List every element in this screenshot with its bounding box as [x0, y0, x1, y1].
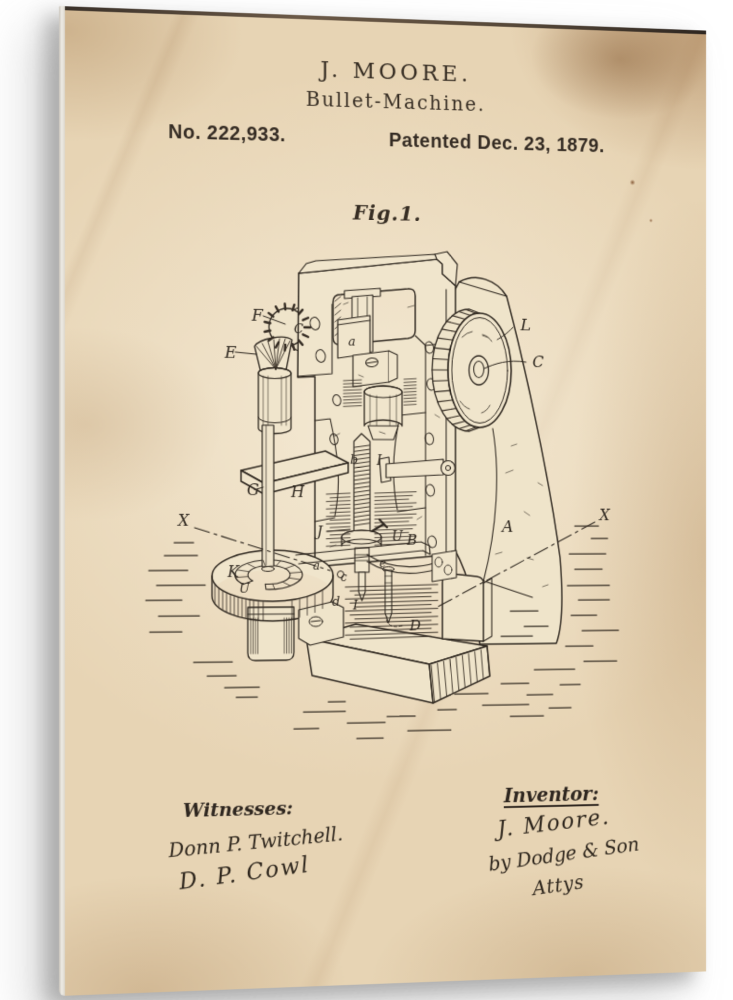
inventor-signature: J. Moore. [496, 804, 612, 843]
svg-text:d: d [332, 594, 340, 610]
canvas-print [59, 6, 706, 996]
parchment-paper [65, 10, 706, 996]
svg-text:D: D [409, 616, 421, 635]
attorney-title: Attys [531, 869, 586, 900]
svg-text:A: A [501, 516, 514, 536]
witness-signature-2: D. P. Cowl [178, 852, 312, 896]
invention-title: Bullet-Machine. [305, 86, 486, 117]
svg-text:C: C [293, 322, 304, 338]
attorney-signature: by Dodge & Son [487, 832, 641, 876]
patent-number: No. 222,933. [168, 121, 286, 147]
svg-text:I: I [376, 453, 382, 469]
svg-text:U: U [391, 529, 403, 545]
svg-text:C: C [532, 352, 544, 372]
svg-text:b: b [350, 453, 359, 468]
svg-text:a: a [348, 334, 356, 350]
svg-text:H: H [291, 482, 305, 502]
svg-text:e: e [379, 556, 387, 571]
patent-inventor-title: J. MOORE. [320, 57, 472, 88]
svg-text:E: E [224, 341, 237, 362]
svg-text:X: X [599, 505, 610, 525]
figure-label: Fig.1. [352, 199, 422, 226]
witnesses-heading: Witnesses: [182, 797, 294, 822]
svg-text:c: c [340, 570, 347, 585]
svg-text:G: G [246, 480, 260, 500]
svg-text:F: F [251, 304, 264, 325]
patent-date: Patented Dec. 23, 1879. [388, 129, 605, 158]
svg-text:X: X [178, 510, 190, 530]
svg-text:U: U [239, 581, 250, 597]
svg-text:a: a [313, 558, 320, 573]
svg-text:I: I [352, 598, 358, 614]
witness-signature-1: Donn P. Twitchell. [167, 821, 344, 863]
inventor-heading: Inventor: [503, 781, 599, 808]
svg-text:K: K [227, 562, 240, 581]
svg-text:L: L [520, 314, 531, 335]
svg-text:J: J [316, 522, 323, 541]
svg-text:B: B [406, 531, 418, 549]
